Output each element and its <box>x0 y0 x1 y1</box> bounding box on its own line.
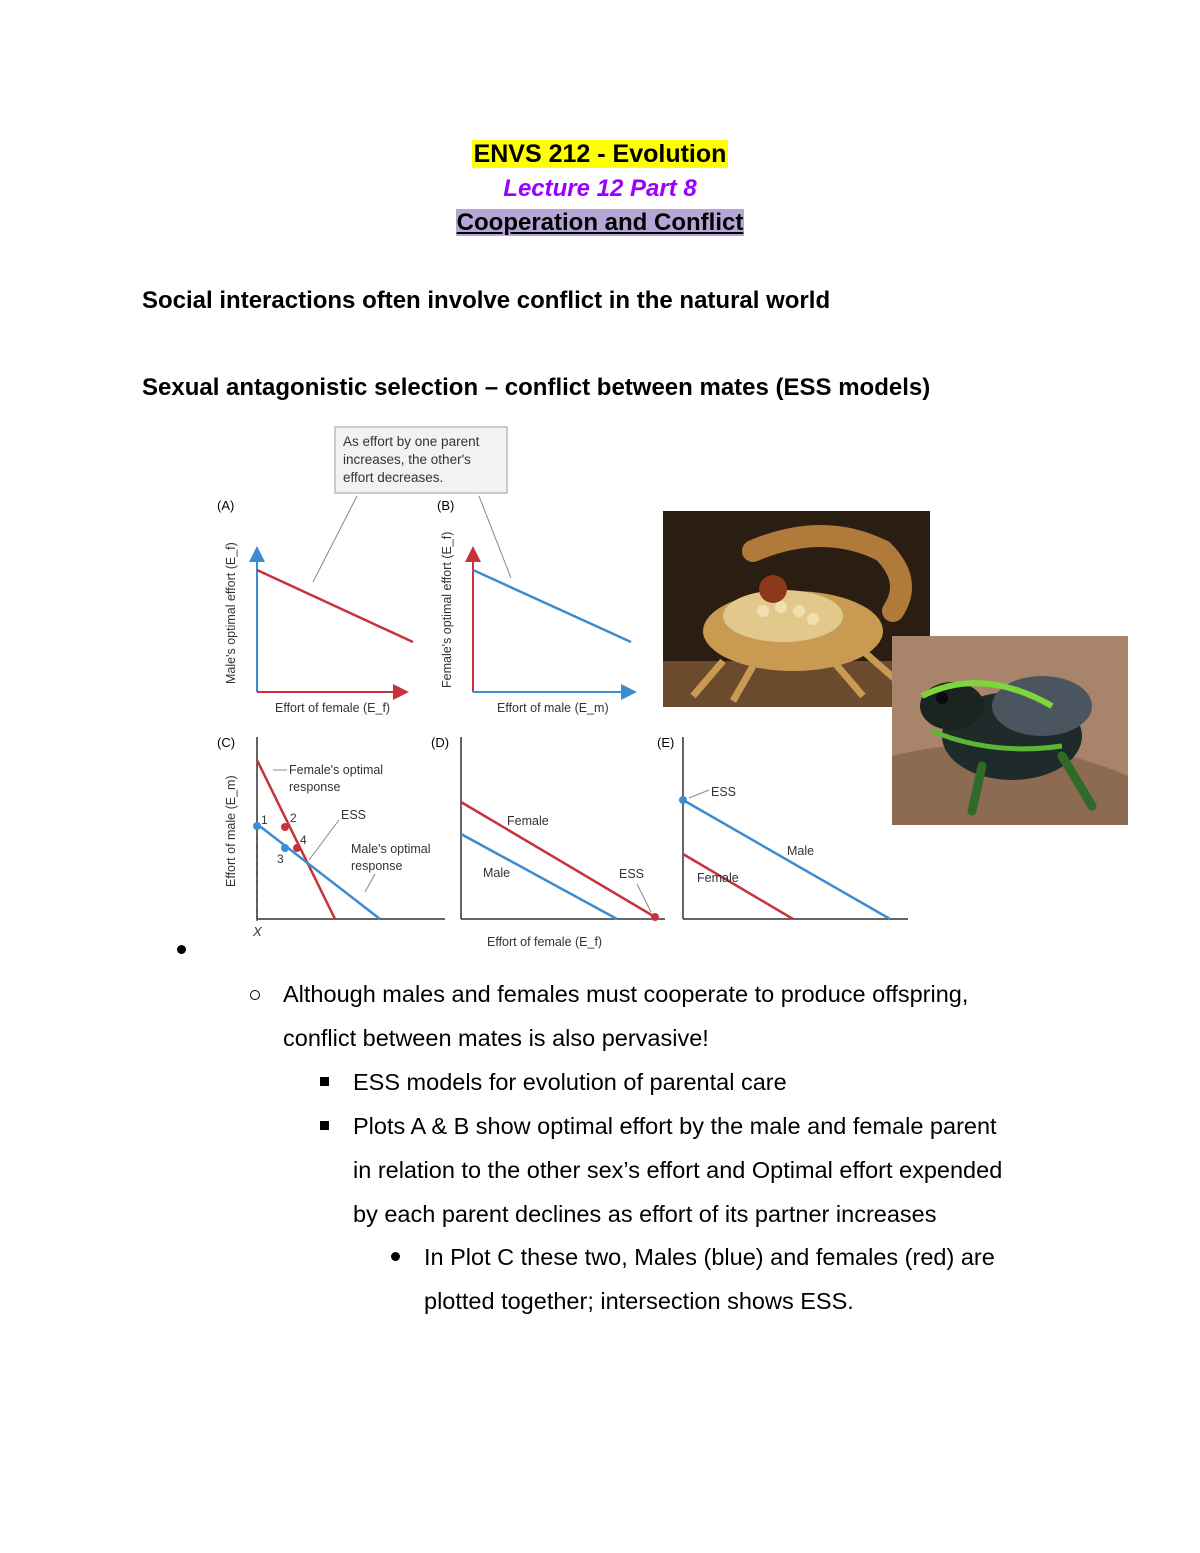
panel-a-xlabel: Effort of female (E_f) <box>275 701 391 715</box>
bullet-level2-line-1: Although males and females must cooperate to produce offspring, <box>283 981 969 1007</box>
heading-sexual-antagonistic: Sexual antagonistic selection – conflict between mates (ESS models) <box>142 374 931 401</box>
bullet-level3-marker-1 <box>320 1077 329 1086</box>
course-title: ENVS 212 - Evolution <box>473 140 727 168</box>
panel-e-ess-label: ESS <box>711 785 737 799</box>
panel-c-male-label-2: response <box>351 859 403 873</box>
bullet-level4-marker <box>391 1252 400 1261</box>
topic-title: Cooperation and Conflict <box>456 209 744 236</box>
panel-c-male-label-1: Male's optimal <box>351 842 431 856</box>
panel-a-ylabel: Male's optimal effort (E_f) <box>224 542 238 684</box>
panel-e-male-label: Male <box>787 844 815 858</box>
callout-line-3: effort decreases. <box>343 470 444 485</box>
panel-c-female-label-2: response <box>289 780 341 794</box>
callout-pointer-b <box>479 496 511 578</box>
bullet-level3-2-line-1: Plots A & B show optimal effort by the male and female parent <box>353 1113 997 1139</box>
bullet-level4-line-1: In Plot C these two, Males (blue) and females (red) are <box>424 1244 995 1270</box>
bullet-level3-text-1: ESS models for evolution of parental care <box>353 1069 787 1095</box>
panel-e-male-line <box>683 800 890 919</box>
panel-d-female-line <box>461 802 655 917</box>
panel-c-point-1 <box>253 822 261 830</box>
panel-b-xlabel: Effort of male (E_m) <box>497 701 609 715</box>
panel-a-male-line <box>257 570 413 642</box>
bullet-level4-text <box>424 1235 995 1323</box>
panel-b-ylabel: Female's optimal effort (E_f) <box>440 531 454 688</box>
bullet-level2-marker <box>250 990 260 1000</box>
panel-e-ess-point <box>679 796 687 804</box>
bullet-level3-2-line-3: by each parent declines as effort of its partner increases <box>353 1201 937 1227</box>
bullet-level3-marker-2 <box>320 1121 329 1130</box>
scorpion-photo <box>663 511 930 707</box>
callout-pointer-a <box>313 496 357 582</box>
panel-b-female-line <box>473 570 631 642</box>
panel-c-label-2: 2 <box>290 811 297 825</box>
bullet-level2-text <box>283 972 968 1060</box>
panel-d-label: (D) <box>431 735 450 750</box>
panel-c-point-3 <box>281 844 289 852</box>
panel-c-label-4: 4 <box>300 833 307 847</box>
callout-box <box>313 427 511 582</box>
bullet-level3-2-line-2: in relation to the other sex’s effort and Optimal effort expended <box>353 1157 1003 1183</box>
panel-e-label: (E) <box>657 735 675 750</box>
heading-social-interactions: Social interactions often involve conflict in the natural world <box>142 287 831 314</box>
panel-c-label-3: 3 <box>277 852 284 866</box>
panel-a-label: (A) <box>217 498 235 513</box>
panel-d-male-label: Male <box>483 866 511 880</box>
frog-photo <box>892 636 1128 825</box>
panel-b-label: (B) <box>437 498 455 513</box>
panel-d-ess-label: ESS <box>619 867 645 881</box>
panel-c-label-1: 1 <box>261 813 268 827</box>
bullet-level1 <box>177 945 186 954</box>
panel-c-x-marker: X <box>253 924 262 939</box>
panel-e <box>657 735 908 919</box>
panel-e-female-line <box>683 854 793 919</box>
bottom-xlabel: Effort of female (E_f) <box>487 935 603 949</box>
bullet-level2-line-2: conflict between mates is also pervasive! <box>283 1025 709 1051</box>
panel-c <box>217 735 445 939</box>
panel-a <box>217 498 413 715</box>
callout-line-1: As effort by one parent <box>343 434 480 449</box>
panel-d-female-label: Female <box>507 814 549 828</box>
panel-c-ylabel: Effort of male (E_m) <box>224 775 238 887</box>
panel-c-label: (C) <box>217 735 236 750</box>
bullet-level4-line-2: plotted together; intersection shows ESS. <box>424 1288 854 1314</box>
panel-b <box>437 498 633 715</box>
panel-c-female-label-1: Female's optimal <box>289 763 384 777</box>
panel-d-ess-point <box>651 913 659 921</box>
lecture-subtitle: Lecture 12 Part 8 <box>503 175 697 202</box>
panel-e-female-label: Female <box>697 871 739 885</box>
callout-line-2: increases, the other's <box>343 452 471 467</box>
bullet-level3-text-2 <box>353 1104 1002 1236</box>
panel-d <box>431 735 665 921</box>
panel-c-ess-label: ESS <box>341 808 367 822</box>
panel-c-point-2 <box>281 823 289 831</box>
